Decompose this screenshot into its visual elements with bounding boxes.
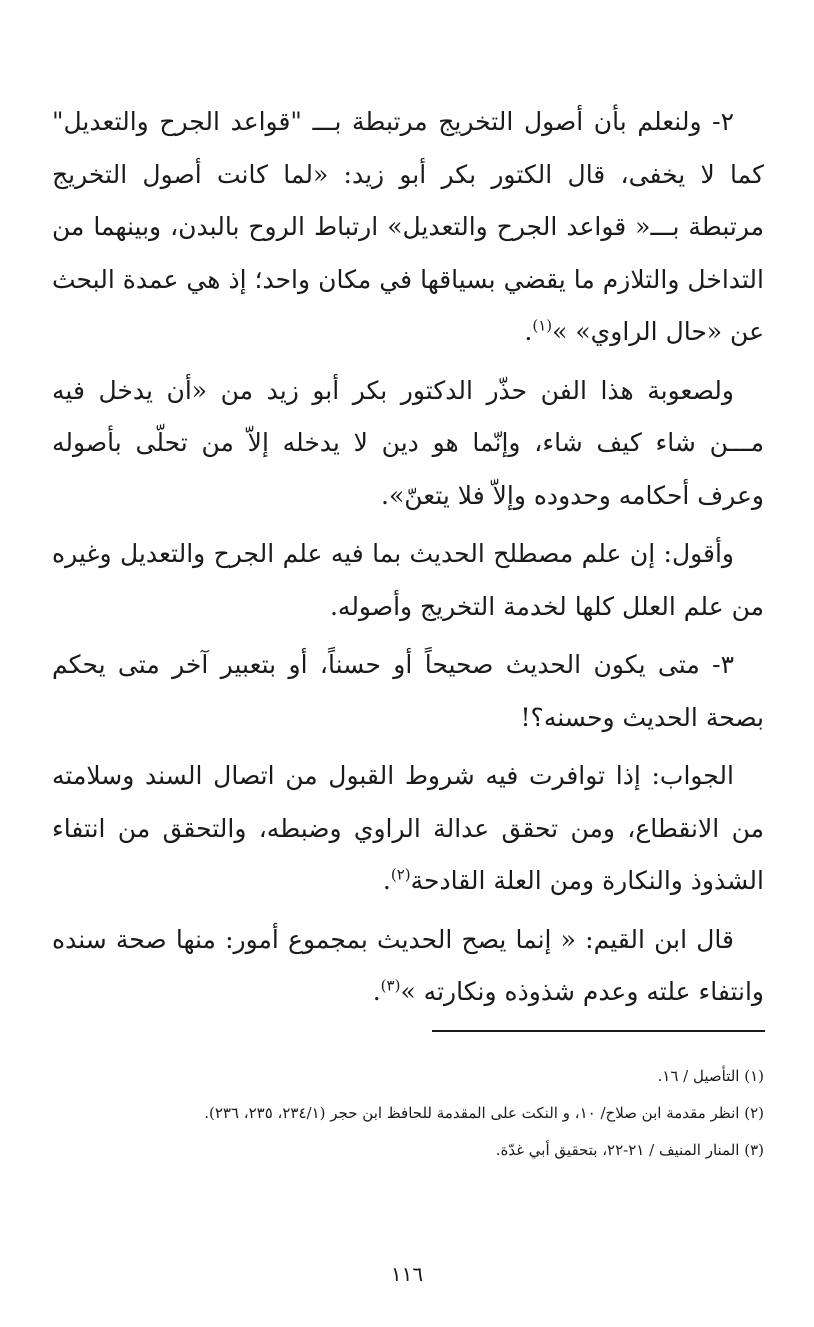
- paragraph-6: [52, 914, 764, 1019]
- footnote-2: (٢) انظر مقدمة ابن صلاح/ ١٠، و النكت على المقدمة للحافظ ابن حجر (٢٣٤/١، ٢٣٥، ٢٣٦).: [204, 1104, 764, 1122]
- paragraph-text: وأقول: إن علم مصطلح الحديث بما فيه علم الجرح والتعديل وغيره من علم العلل كلها لخدمة التخريج وأصوله.: [52, 539, 764, 621]
- paragraph-2: [52, 365, 764, 523]
- paragraph-tail: .: [372, 977, 381, 1006]
- paragraph-text: قال ابن القيم: « إنما يصح الحديث بمجموع أمور: منها صحة سنده وانتفاء علته وعدم شذوذه ونكارته »: [52, 924, 764, 1006]
- body-text: [52, 96, 764, 1025]
- paragraph-5: [52, 750, 764, 908]
- page-number: ١١٦: [390, 1262, 424, 1286]
- footnote-marker: (١): [532, 316, 553, 335]
- footnote-divider: [432, 1030, 765, 1032]
- paragraph-text: الجواب: إذا توافرت فيه شروط القبول من اتصال السند وسلامته من الانقطاع، ومن تحقق عدالة الراوي وضبطه، والتحقق من انتفاء الشذوذ والنكارة ومن العلة القادحة: [52, 761, 764, 895]
- paragraph-text: ولصعوبة هذا الفن حذّر الدكتور بكر أبو زيد من «أن يدخل فيه مـــن شاء كيف شاء، وإنّما هو دين لا يدخله إلاّ من تحلّى بأصوله وعرف أحكامه وحدوده وإلاّ فلا يتعنّ».: [52, 375, 764, 510]
- footnote-marker: (٢): [390, 865, 411, 884]
- paragraph-tail: .: [382, 866, 391, 895]
- paragraph-tail: .: [524, 317, 533, 346]
- paragraph-text: ٢- ولنعلم بأن أصول التخريج مرتبطة بـــ "قواعد الجرح والتعديل" كما لا يخفى، قال الكتور بكر أبو زيد: «لما كانت أصول التخريج مرتبطة بـــ« قواعد الجرح والتعديل» ارتباط الروح بالبدن، وبينهما من التداخل والتلازم ما يقضي بسياقها في مكان واحد؛ إذ هي عمدة البحث عن «حال الراوي» »: [52, 107, 764, 346]
- paragraph-3: [52, 528, 764, 633]
- footnote-3: (٣) المنار المنيف / ٢١-٢٢، بتحقيق أبي غدّة.: [495, 1141, 764, 1159]
- paragraph-1: [52, 96, 764, 359]
- paragraph-text: ٣- متى يكون الحديث صحيحاً أو حسناً، أو بتعبير آخر متى يحكم بصحة الحديث وحسنه؟!: [52, 650, 764, 732]
- footnotes: [52, 1058, 764, 1169]
- footnote-marker: (٣): [380, 976, 401, 995]
- footnote-1: (١) التأصيل / ١٦.: [657, 1067, 764, 1085]
- paragraph-4: [52, 639, 764, 744]
